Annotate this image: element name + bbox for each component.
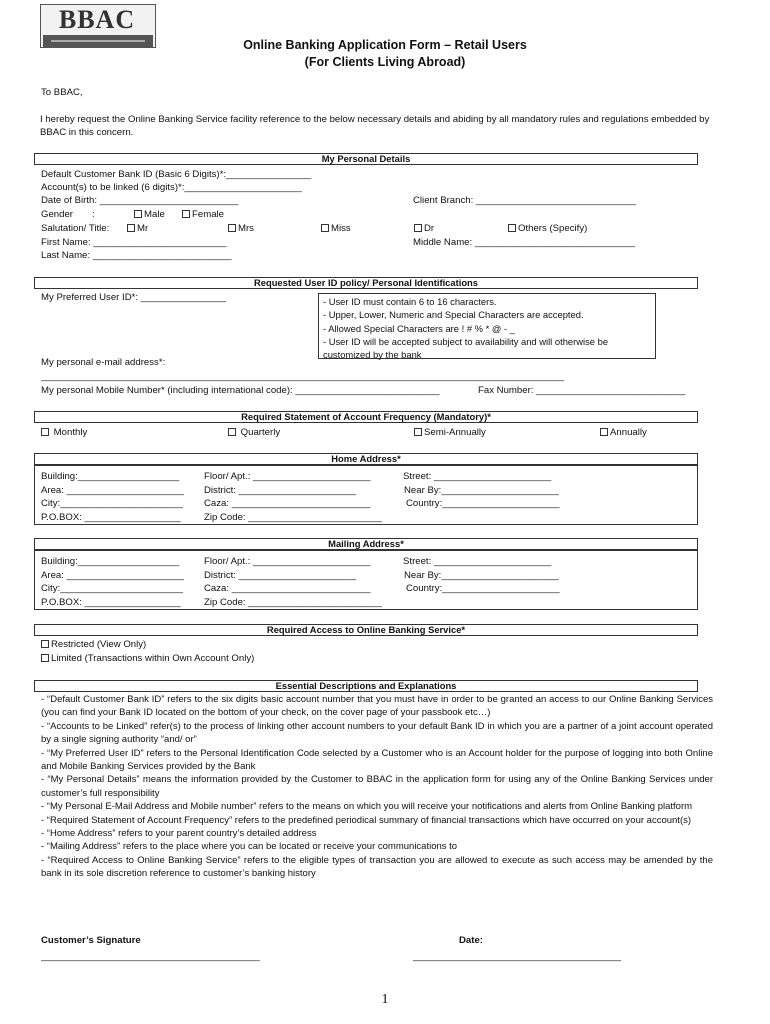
intro-paragraph: I hereby request the Online Banking Service facility reference to the below necessary details and abiding by all mandatory rules and regulations embedded by BBAC in this concern. [40,114,710,139]
mrs-checkbox[interactable] [228,224,236,232]
salutation-title-label: Salutation/ Title: [41,223,110,234]
dob-field[interactable]: Date of Birth: __________________________ [41,195,239,206]
mailing-country-field[interactable]: Country:______________________ [406,583,560,594]
description-item: - “My Personal Details” means the information provided by the Customer to BBAC in the application form for using any of the Online Banking Services under customer’s full responsibility [41,774,713,799]
description-item: - “My Preferred User ID” refers to the Personal Identification Code selected by a Customer who is an Account holder for the purpose of logging into both Online and Mobile Banking Services provided by the Bank [41,747,713,773]
home-address-header: Home Address* [34,453,698,465]
gender-female-option[interactable]: Female [182,209,224,221]
mailing-address-header: Mailing Address* [34,538,698,550]
miss-checkbox[interactable] [321,224,329,232]
user-id-header: Requested User ID policy/ Personal Identifications [34,277,698,289]
mailing-zip-field[interactable]: Zip Code: _________________________ [204,597,382,608]
last-name-field[interactable]: Last Name: __________________________ [41,250,232,261]
home-building-field[interactable]: Building:___________________ [41,471,180,482]
description-item: - “Accounts to be Linked” refer(s) to the process of linking other account numbers to your default Bank ID in which you are a partner of a joint account operated by a single signing authority “and/ or” [41,720,713,746]
title-mrs-option[interactable]: Mrs [228,223,254,235]
mailing-city-field[interactable]: City:_______________________ [41,583,183,594]
signature-line[interactable]: _________________________________________ [41,951,260,962]
home-nearby-field[interactable]: Near By:______________________ [404,485,559,496]
description-item: - “My Personal E-Mail Address and Mobile number” refers to the means on which you will receive your notifications and alerts from Online Banking platform [41,801,693,813]
home-district-field[interactable]: District: ______________________ [204,485,357,496]
frequency-semi-annually-option[interactable]: Semi-Annually [414,427,486,439]
access-header: Required Access to Online Banking Service* [34,624,698,636]
access-limited-option[interactable]: Limited (Transactions within Own Account Only) [41,653,254,665]
semi-annually-checkbox[interactable] [414,428,422,436]
mailing-street-field[interactable]: Street: ______________________ [403,556,552,567]
description-item: - “Default Customer Bank ID” refers to the six digits basic account number that you must have in order to be granted an access to our Online Banking Services (you can find your Bank ID located on the bottom of your check, on the cover page of your passbook etc…) [41,694,713,719]
user-id-rule: - Upper, Lower, Numeric and Special Characters are accepted. [323,309,584,321]
mailing-pobox-field[interactable]: P.O.BOX: __________________ [41,597,181,608]
mailing-floor-field[interactable]: Floor/ Apt.: ______________________ [204,556,371,567]
home-zip-field[interactable]: Zip Code: _________________________ [204,512,382,523]
home-street-field[interactable]: Street: ______________________ [403,471,552,482]
email-field-line[interactable]: __________________________________________________________________________________________________ [41,371,564,382]
gender-label: Gender [41,209,73,220]
home-country-field[interactable]: Country:______________________ [406,498,560,509]
descriptions-header: Essential Descriptions and Explanations [34,680,698,692]
home-floor-field[interactable]: Floor/ Apt.: ______________________ [204,471,371,482]
bank-id-field[interactable]: Default Customer Bank ID (Basic 6 Digits)*:________________ [41,169,312,180]
email-label: My personal e-mail address*: [41,357,166,368]
access-restricted-option[interactable]: Restricted (View Only) [41,639,146,651]
user-id-rule: - Allowed Special Characters are ! # % * @ - _ [323,322,515,334]
home-pobox-field[interactable]: P.O.BOX: __________________ [41,512,181,523]
mobile-number-field[interactable]: My personal Mobile Number* (including international code): ___________________________ [41,385,440,396]
gender-colon: : [92,209,95,220]
restricted-checkbox[interactable] [41,640,49,648]
user-id-rule: - User ID must contain 6 to 16 characters. [323,296,497,307]
frequency-quarterly-option[interactable]: Quarterly [228,427,280,439]
monthly-checkbox[interactable] [41,428,49,436]
title-dr-option[interactable]: Dr [414,223,434,235]
description-item: - “Mailing Address” refers to the place where you can be located or receive your communications to [41,841,458,853]
description-item: - “Required Statement of Account Frequency” refers to the predefined periodical summary of financial transactions which have occurred on your account(s) [41,814,692,826]
client-branch-field[interactable]: Client Branch: ______________________________ [413,195,636,206]
mr-checkbox[interactable] [127,224,135,232]
first-name-field[interactable]: First Name: _________________________ [41,237,227,248]
dr-checkbox[interactable] [414,224,422,232]
date-label: Date: [459,935,483,946]
form-title: Online Banking Application Form – Retail Users [243,38,527,52]
personal-details-header: My Personal Details [34,153,698,165]
mailing-building-field[interactable]: Building:___________________ [41,556,180,567]
user-id-rule: - User ID will be accepted subject to availability and will otherwise be customized by the bank [323,335,609,361]
home-city-field[interactable]: City:_______________________ [41,498,183,509]
frequency-annually-option[interactable]: Annually [600,427,647,439]
female-checkbox[interactable] [182,210,190,218]
quarterly-checkbox[interactable] [228,428,236,436]
frequency-monthly-option[interactable]: Monthly [41,427,87,439]
male-checkbox[interactable] [134,210,142,218]
annually-checkbox[interactable] [600,428,608,436]
preferred-user-id-field[interactable]: My Preferred User ID*: ________________ [41,292,227,303]
title-miss-option[interactable]: Miss [321,223,351,235]
title-mr-option[interactable]: Mr [127,223,148,235]
title-others-option[interactable]: Others (Specify) [508,223,587,235]
home-caza-field[interactable]: Caza: __________________________ [204,498,371,509]
mailing-caza-field[interactable]: Caza: __________________________ [204,583,371,594]
mailing-area-field[interactable]: Area: ______________________ [41,570,184,581]
linked-accounts-field[interactable]: Account(s) to be linked (6 digits)*:______________________ [41,182,302,193]
date-line[interactable]: _______________________________________ [413,951,622,962]
salutation-text: To BBAC, [41,87,83,98]
gender-male-option[interactable]: Male [134,209,165,221]
home-area-field[interactable]: Area: ______________________ [41,485,184,496]
description-item: - “Required Access to Online Banking Service” refers to the eligible types of transaction you are allowed to execute as such access may be amended by the bank in its sole discretion reference to customer’s banking history [41,854,713,880]
logo-text: BBAC [58,5,136,34]
form-subtitle: (For Clients Living Abroad) [304,55,466,69]
fax-number-field[interactable]: Fax Number: ____________________________ [478,385,686,396]
middle-name-field[interactable]: Middle Name: ______________________________ [413,237,635,248]
mailing-nearby-field[interactable]: Near By:______________________ [404,570,559,581]
others-checkbox[interactable] [508,224,516,232]
page-number: 1 [381,992,389,1007]
mailing-district-field[interactable]: District: ______________________ [204,570,357,581]
user-id-rules-box [318,293,656,359]
signature-label: Customer’s Signature [41,935,141,946]
limited-checkbox[interactable] [41,654,49,662]
description-item: - “Home Address” refers to your parent country’s detailed address [41,828,317,840]
descriptions-list [41,693,713,881]
frequency-header: Required Statement of Account Frequency (Mandatory)* [34,411,698,423]
